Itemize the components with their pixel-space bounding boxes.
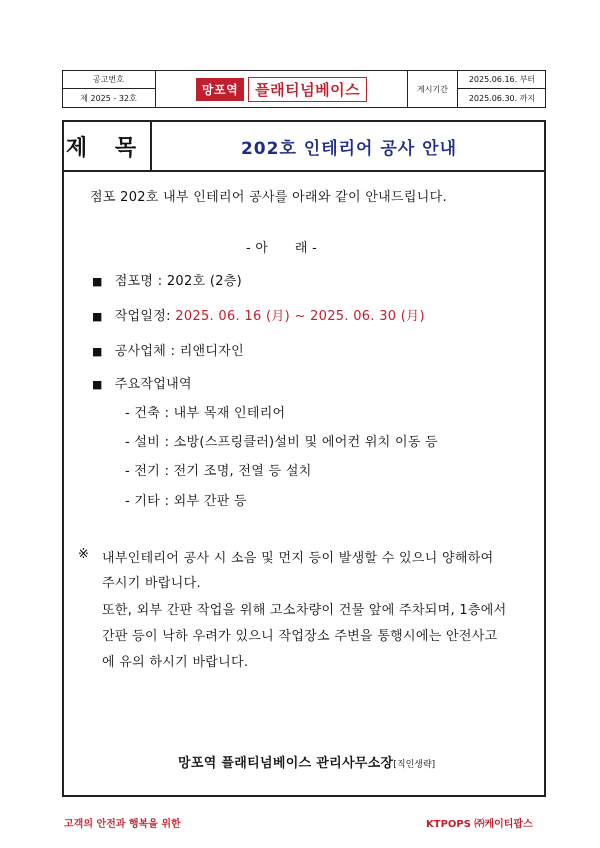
work-item: - 건축 : 내부 목재 인테리어 xyxy=(125,406,286,421)
store-label: 점포명 : xyxy=(114,274,167,289)
schedule-value: 2025. 06. 16 (月) ~ 2025. 06. 30 (月) xyxy=(175,309,425,324)
note-line: 간판 등이 낙하 우려가 있으니 작업장소 주변을 통행시에는 안전사고 xyxy=(102,629,498,644)
intro-text: 점포 202호 내부 인테리어 공사를 아래와 같이 안내드립니다. xyxy=(90,190,447,205)
store-value: 202호 (2층) xyxy=(166,274,243,289)
period-label: 게시기간 xyxy=(408,70,458,108)
body-frame xyxy=(62,172,546,797)
bullet-icon: ■ xyxy=(92,275,103,288)
title-label: 제 목 xyxy=(62,120,152,172)
bullet-icon: ■ xyxy=(92,310,103,323)
signature xyxy=(178,752,435,771)
notice-label: 공고번호 xyxy=(62,70,156,89)
page-title: 202호 인테리어 공사 안내 xyxy=(240,138,458,159)
schedule-label: 작업일정: xyxy=(114,309,176,324)
store-row xyxy=(92,270,242,289)
contractor-value: 리앤디자인 xyxy=(179,344,244,359)
works-label: 주요작업내역 xyxy=(114,377,192,392)
signature-text: 망포역 플래티넘베이스 관리사무소장 xyxy=(178,756,394,771)
schedule-row xyxy=(92,305,425,324)
seal-note: [직인생략] xyxy=(393,760,436,770)
contractor-label: 공사업체 : xyxy=(114,344,180,359)
brand-logo xyxy=(196,77,367,102)
works-row xyxy=(92,373,192,392)
note-line: 에 유의 하시기 바랍니다. xyxy=(102,655,249,670)
contractor-row xyxy=(92,340,244,359)
note-line: 주시기 바랍니다. xyxy=(102,576,201,591)
notice-number: 제 2025 - 32호 xyxy=(62,89,156,108)
period-start: 2025.06.16. 부터 xyxy=(458,70,546,89)
work-item: - 설비 : 소방(스프링클러)설비 및 에어컨 위치 이동 등 xyxy=(125,435,439,450)
work-item: - 전기 : 전기 조명, 전열 등 설치 xyxy=(125,464,312,479)
note-mark: ※ xyxy=(78,547,90,562)
logo-station: 망포역 xyxy=(196,78,244,101)
period-end: 2025.06.30. 까지 xyxy=(468,94,536,103)
logo-name: 플래티넘베이스 xyxy=(248,77,367,102)
below-marker: - 아 래 - xyxy=(246,241,318,256)
footer-company: KTPOPS ㈜케이티팝스 xyxy=(426,819,533,830)
work-item: - 기타 : 외부 간판 등 xyxy=(125,494,247,509)
note-line: 내부인테리어 공사 시 소음 및 먼지 등이 발생할 수 있으니 양해하여 xyxy=(102,551,494,566)
note-line: 또한, 외부 간판 작업을 위해 고소차량이 건물 앞에 주차되며, 1층에서 xyxy=(102,603,507,618)
bullet-icon: ■ xyxy=(92,378,103,391)
bullet-icon: ■ xyxy=(92,345,103,358)
logo xyxy=(156,70,408,108)
footer-slogan: 고객의 안전과 행복을 위한 xyxy=(64,819,181,830)
